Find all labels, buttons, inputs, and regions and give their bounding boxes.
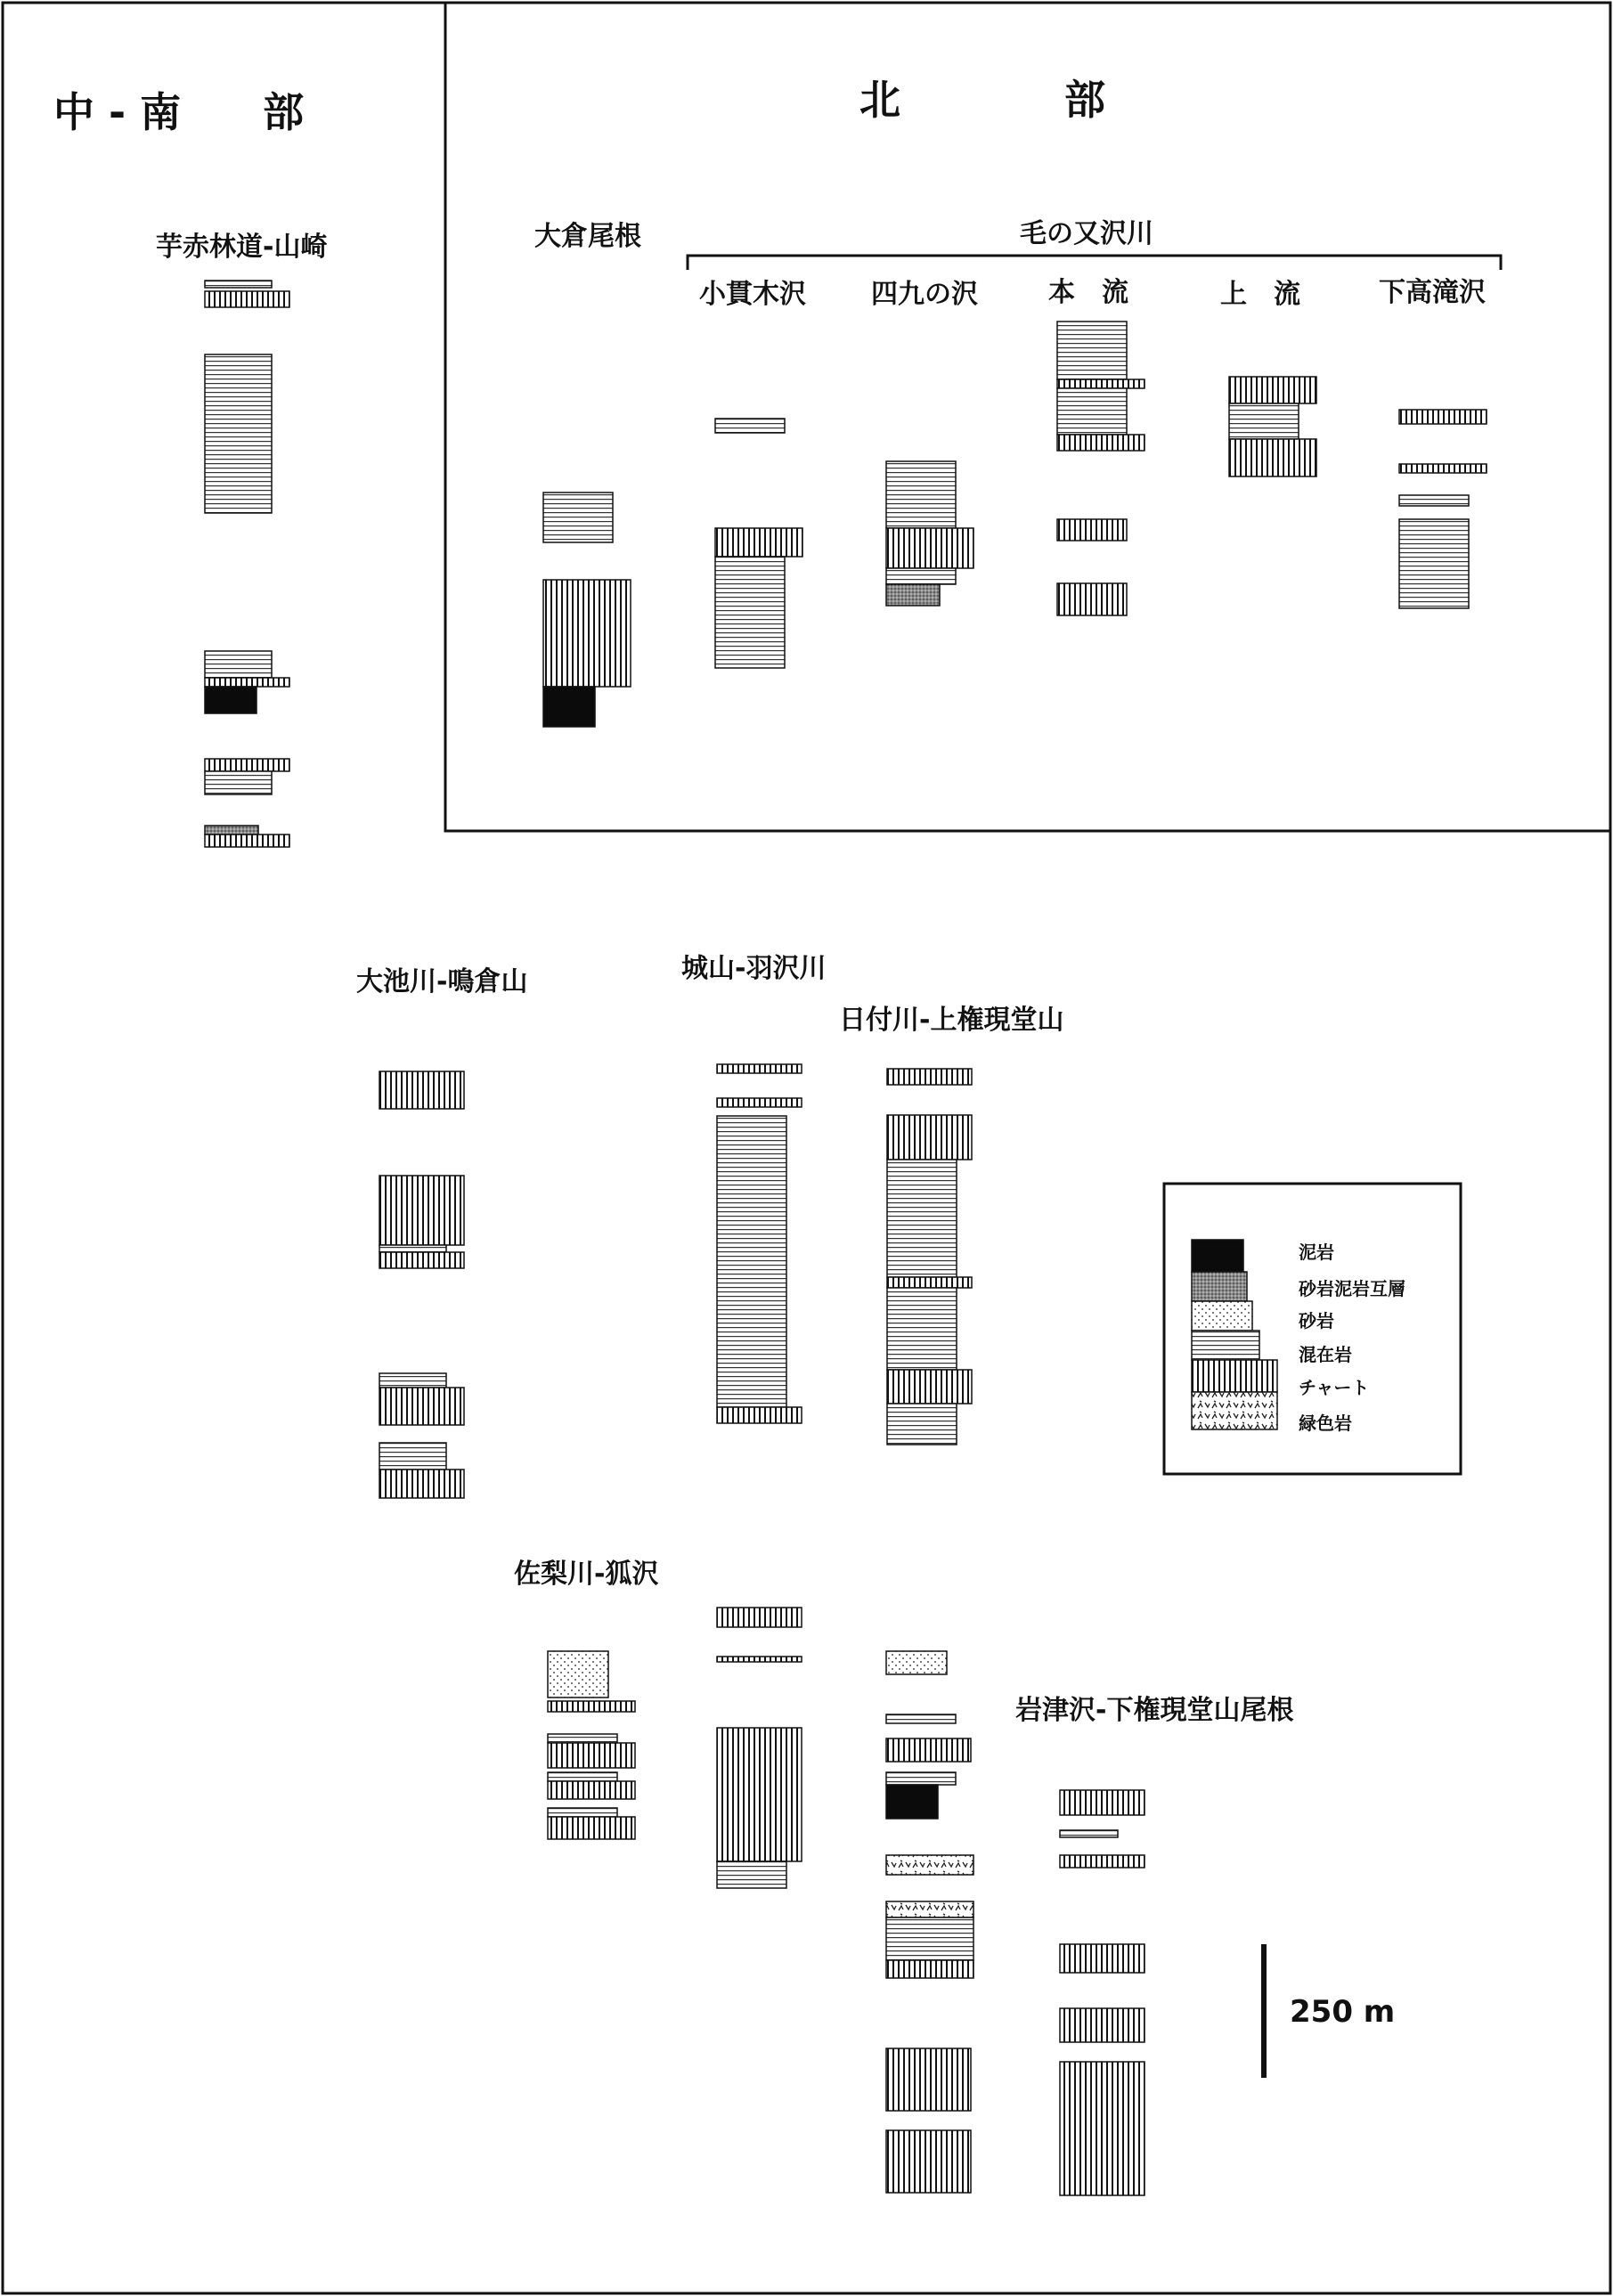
column-kogimoku bbox=[715, 419, 802, 668]
scale-label: 250 m bbox=[1290, 1994, 1396, 2030]
label-honryu: 本 流 bbox=[1048, 277, 1128, 308]
layer-chert bbox=[717, 1728, 802, 1861]
label-iwazu: 岩津沢-下権現堂山尾根 bbox=[1015, 1695, 1294, 1726]
layer-chert bbox=[205, 678, 289, 687]
label-kogimoku: 小貫木沢 bbox=[699, 279, 806, 310]
layer-mudstone bbox=[205, 687, 257, 713]
column-sari-c bbox=[886, 1651, 974, 2193]
column-joyama bbox=[717, 1064, 802, 1423]
column-shiku bbox=[886, 461, 974, 606]
legend-label-alternation: 砂岩泥岩互層 bbox=[1299, 1278, 1405, 1299]
label-imoaka: 芋赤林道-山崎 bbox=[156, 232, 328, 263]
label-joyama: 城山-羽沢川 bbox=[681, 953, 827, 984]
north-region-title: 北 部 bbox=[859, 76, 1105, 124]
layer-chert bbox=[548, 1817, 635, 1839]
layer-chert bbox=[717, 1407, 802, 1423]
layer-chert bbox=[1060, 1790, 1145, 1815]
legend-swatch-sandstone bbox=[1192, 1301, 1252, 1331]
layer-mudstone bbox=[543, 687, 595, 727]
outer-frame bbox=[3, 3, 1610, 2293]
layer-chert bbox=[886, 1960, 974, 1978]
column-oike bbox=[379, 1071, 464, 1498]
layer-melange bbox=[717, 1861, 786, 1888]
legend-swatch-mudstone bbox=[1192, 1240, 1243, 1272]
layer-chert bbox=[1229, 439, 1316, 476]
label-joryu: 上 流 bbox=[1220, 279, 1300, 310]
layer-melange bbox=[379, 1373, 446, 1388]
layer-chert bbox=[205, 835, 289, 847]
legend-swatch-chert bbox=[1192, 1360, 1277, 1392]
layer-chert bbox=[379, 1388, 464, 1425]
layer-mudstone bbox=[886, 1785, 938, 1819]
layer-chert bbox=[1060, 2008, 1145, 2042]
layer-melange bbox=[543, 493, 613, 542]
layer-chert bbox=[717, 1064, 802, 1073]
layer-melange bbox=[886, 1917, 974, 1960]
layer-chert bbox=[1229, 377, 1316, 403]
column-sari-a bbox=[548, 1651, 635, 1839]
layer-chert bbox=[886, 1738, 971, 1762]
kenomata-bracket bbox=[688, 256, 1501, 270]
layer-chert bbox=[717, 1608, 802, 1627]
layer-chert bbox=[717, 1657, 802, 1662]
layer-melange bbox=[205, 771, 272, 794]
layer-melange bbox=[548, 1734, 617, 1743]
layer-chert bbox=[887, 1115, 972, 1160]
layer-chert bbox=[886, 2048, 971, 2111]
layer-melange bbox=[1399, 519, 1469, 608]
layer-chert bbox=[1057, 583, 1127, 615]
layer-chert bbox=[543, 580, 631, 687]
layer-melange bbox=[205, 354, 272, 513]
column-hizuke bbox=[887, 1069, 972, 1445]
layer-chert bbox=[1057, 435, 1145, 451]
layer-melange bbox=[886, 568, 956, 584]
layer-melange bbox=[887, 1404, 957, 1445]
layer-melange bbox=[887, 1160, 957, 1277]
legend-swatch-greenstone bbox=[1192, 1392, 1277, 1429]
layer-chert bbox=[548, 1781, 635, 1799]
column-iwazu bbox=[1060, 1790, 1145, 2195]
legend-label-melange: 混在岩 bbox=[1299, 1344, 1352, 1365]
column-honryu bbox=[1057, 322, 1145, 615]
layer-chert bbox=[717, 1098, 802, 1107]
legend-label-chert: チャート bbox=[1299, 1377, 1370, 1398]
layer-chert bbox=[379, 1071, 464, 1109]
layer-melange bbox=[886, 1714, 956, 1723]
layer-chert bbox=[1399, 410, 1487, 424]
layer-greenstone bbox=[886, 1901, 974, 1917]
layer-chert bbox=[887, 1069, 972, 1085]
layer-melange bbox=[205, 281, 272, 288]
layer-melange bbox=[886, 1772, 956, 1785]
layer-sandstone bbox=[548, 1651, 608, 1698]
layer-chert bbox=[205, 759, 289, 771]
layer-melange bbox=[548, 1772, 617, 1781]
scale-bar bbox=[1261, 1944, 1267, 2078]
label-kenomata: 毛の又沢川 bbox=[1020, 218, 1153, 249]
layer-alternation bbox=[886, 584, 940, 606]
south-region-title: 中 - 南 部 bbox=[53, 88, 305, 136]
label-sari: 佐梨川-狐沢 bbox=[514, 1559, 659, 1590]
legend-swatch-alternation bbox=[1192, 1272, 1247, 1301]
label-shimotaki: 下高滝沢 bbox=[1379, 277, 1486, 308]
layer-chert bbox=[379, 1470, 464, 1498]
legend-label-sandstone: 砂岩 bbox=[1299, 1310, 1334, 1331]
legend-label-mudstone: 泥岩 bbox=[1299, 1242, 1334, 1263]
layer-melange bbox=[1057, 388, 1127, 435]
layer-chert bbox=[715, 528, 802, 557]
layer-chert bbox=[887, 1370, 972, 1404]
layer-chert bbox=[1060, 2062, 1145, 2195]
layer-chert bbox=[886, 528, 974, 568]
layer-chert bbox=[205, 291, 289, 307]
layer-melange bbox=[1229, 403, 1299, 439]
legend-label-greenstone: 緑色岩 bbox=[1299, 1413, 1352, 1434]
layer-chert bbox=[1399, 464, 1487, 473]
label-hizuke: 日付川-上権現堂山 bbox=[839, 1005, 1064, 1036]
layer-melange bbox=[717, 1116, 786, 1407]
layer-melange bbox=[379, 1443, 446, 1470]
layer-melange bbox=[1060, 1830, 1118, 1837]
layer-greenstone bbox=[886, 1855, 974, 1875]
layer-chert bbox=[548, 1743, 635, 1768]
layer-melange bbox=[548, 1808, 617, 1817]
layer-melange bbox=[379, 1245, 446, 1252]
column-okura bbox=[543, 493, 631, 727]
layer-chert bbox=[886, 2130, 971, 2193]
layer-melange bbox=[715, 419, 785, 433]
label-oike: 大池川-鳴倉山 bbox=[356, 966, 528, 997]
label-okura: 大倉尾根 bbox=[534, 221, 641, 252]
label-shiku: 四九の沢 bbox=[871, 279, 978, 310]
layer-chert bbox=[887, 1277, 972, 1288]
layer-chert bbox=[548, 1701, 635, 1712]
column-shimotaki bbox=[1399, 410, 1487, 608]
layer-melange bbox=[886, 461, 956, 528]
column-imoaka bbox=[205, 281, 289, 847]
layer-chert bbox=[1057, 379, 1145, 388]
layer-chert bbox=[1060, 1855, 1145, 1868]
layer-melange bbox=[1399, 495, 1469, 506]
layer-melange bbox=[887, 1288, 957, 1370]
legend-swatch-melange bbox=[1192, 1331, 1259, 1360]
layer-melange bbox=[1057, 322, 1127, 379]
layer-chert bbox=[379, 1176, 464, 1245]
layer-chert bbox=[379, 1252, 464, 1268]
layer-melange bbox=[205, 651, 272, 678]
layer-alternation bbox=[205, 826, 258, 835]
layer-chert bbox=[1057, 519, 1127, 541]
layer-melange bbox=[715, 557, 785, 668]
layer-sandstone bbox=[886, 1651, 947, 1674]
layer-chert bbox=[1060, 1944, 1145, 1973]
column-joryu bbox=[1229, 377, 1316, 476]
column-sari-b bbox=[717, 1608, 802, 1888]
